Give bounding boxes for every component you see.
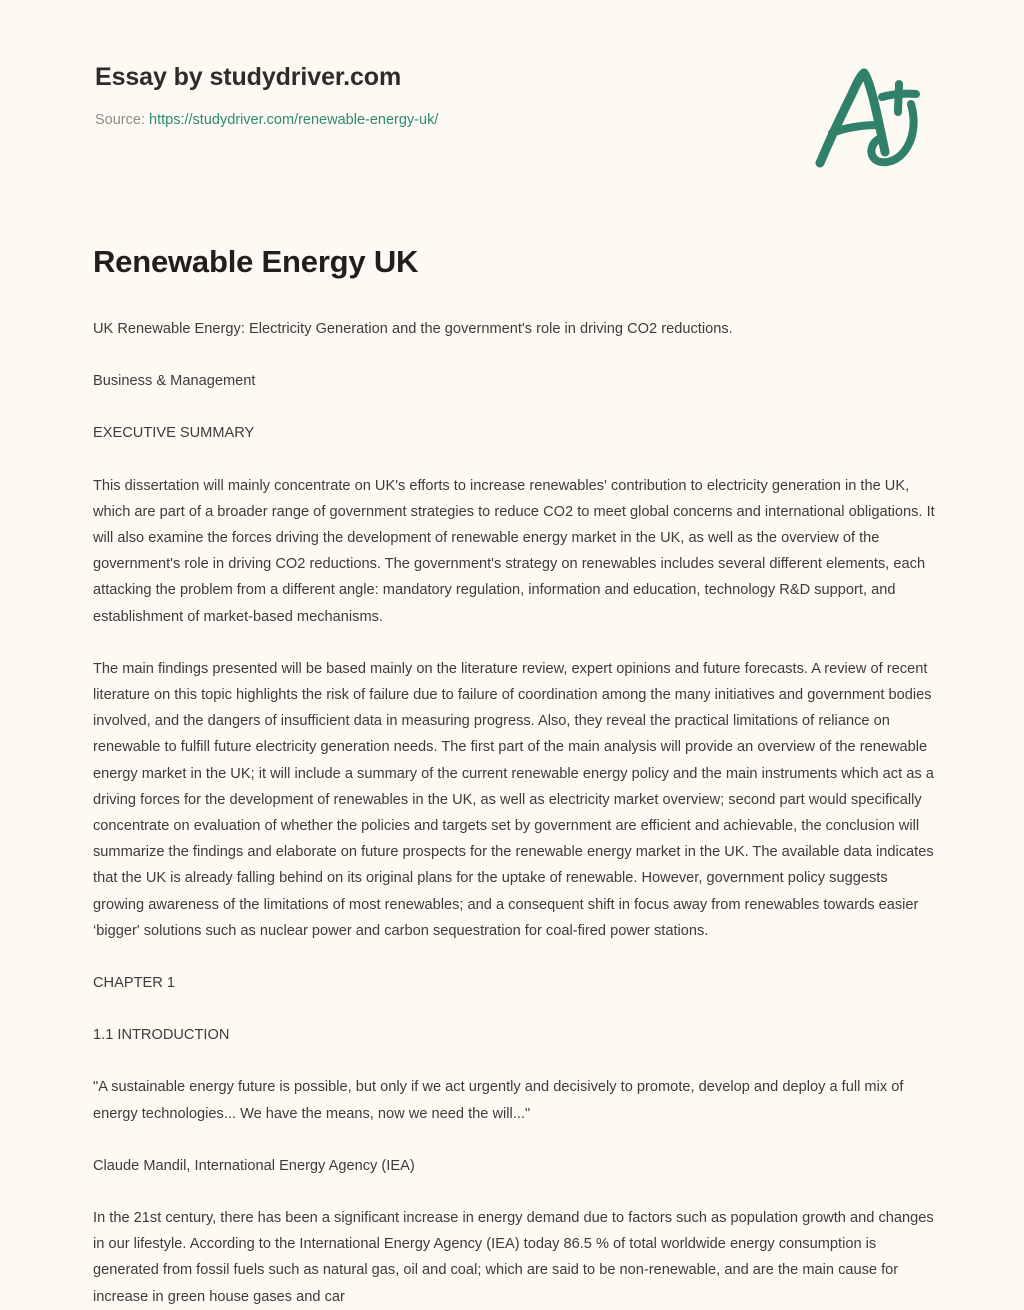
page-header [0,0,1024,200]
a-plus-logo [806,60,931,175]
paragraph-executive-summary-1: This dissertation will mainly concentrate on UK's efforts to increase renewables' contribution to electricity generation in the UK, which are part of a broader range of government strategies to reduce CO2 to meet global concerns and international obligations. It will also examine the forces driving the development of renewable energy market in the UK, as well as the overview of the government's role in driving CO2 reductions. The government's strategy on renewables includes several different elements, each attacking the problem from a different angle: mandatory regulation, information and education, technology R&D support, and establishment of market-based mechanisms. [93,477,935,625]
paragraph-heading-introduction: 1.1 INTRODUCTION [93,1027,230,1044]
paragraph-subtitle: UK Renewable Energy: Electricity Generation and the government's role in driving CO2 reductions. [93,321,733,337]
paragraph-executive-summary-2: The main findings presented will be based mainly on the literature review, expert opinions and future forecasts. A review of recent literature on this topic highlights the risk of failure due to failure of coordination among the many initiatives and government bodies involved, and the dangers of insufficient data in measuring progress. Also, they reveal the practical limitations of reliance on renewable to fulfill future electricity generation needs. The first part of the main analysis will provide an overview of the renewable energy market in the UK; it will include a summary of the current renewable energy policy and the main instruments which act as a driving forces for the development of renewables in the UK, as well as electricity market overview; second part would specifically concentrate on evaluation of whether the policies and targets set by government are efficient and achievable, the conclusion will summarize the findings and elaborate on future prospects for the renewable energy market in the UK. The available data indicates that the UK is already falling behind on its original plans for the uptake of renewable. However, government policy suggests growing awareness of the limitations of most renewables; and a consequent shift in focus away from renewables towards easier ‘bigger' solutions such as nuclear power and carbon sequestration for coal-fired power stations. [93,660,934,939]
source-line [95,111,795,130]
source-label: Source: [95,112,145,128]
essay-byline: Essay by studydriver.com [95,63,402,91]
header-text-block [95,62,795,130]
paragraph-introduction-body: In the 21st century, there has been a significant increase in energy demand due to factors such as population growth and changes in our lifestyle. According to the International Energy Agency (IEA) today 86.5 % of total worldwide energy consumption is generated from fossil fuels such as natural gas, oil and coal; which are said to be non-renewable, and are the main cause for increase in green house gases and car [93,1210,934,1305]
page-title: Renewable Energy UK [93,244,419,279]
paragraph-category: Business & Management [93,373,256,390]
source-url-link[interactable]: https://studydriver.com/renewable-energy-uk/ [149,112,439,128]
essay-body [93,316,938,1310]
paragraph-quote-attribution: Claude Mandil, International Energy Agency (IEA) [93,1157,415,1174]
paragraph-heading-chapter-1: CHAPTER 1 [93,975,175,992]
paragraph-heading-executive-summary: EXECUTIVE SUMMARY [93,425,255,442]
a-plus-logo-icon [806,60,931,175]
paragraph-quote: "A sustainable energy future is possible, but only if we act urgently and decisively to promote, develop and deploy a full mix of energy technologies... We have the means, now we need the will..." [93,1079,904,1122]
